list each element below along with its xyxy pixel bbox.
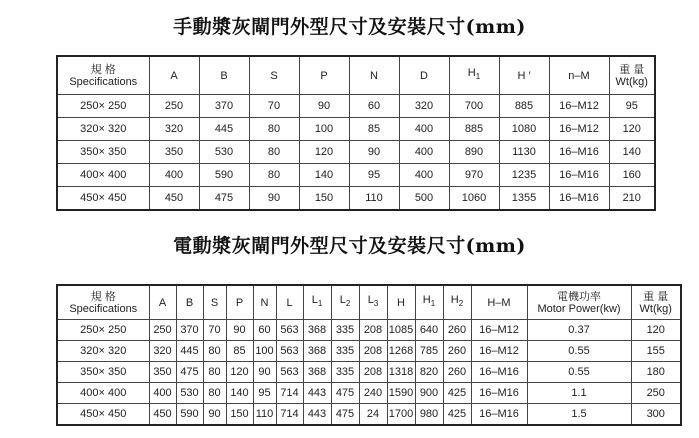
column-header [249,56,299,95]
column-header [349,56,399,95]
value-cell: 120 [631,320,681,341]
spec-cell: 320× 320 [57,341,149,362]
column-header [276,285,303,320]
column-header [299,56,349,95]
header-label: $L_3$ [367,294,379,309]
value-cell: 100 [299,118,349,141]
column-header [415,285,443,320]
value-cell: 120 [609,118,655,141]
column-header [149,56,199,95]
value-cell: 16–M16 [471,383,527,404]
value-cell: 0.37 [527,320,631,341]
table-header-row [57,56,655,95]
value-cell: 350 [149,141,199,164]
table-header-row [57,285,681,320]
value-cell: 443 [303,383,331,404]
header-label: 重 量 [643,290,669,303]
value-cell: 563 [276,341,303,362]
header-subscript: 1 [317,299,323,309]
header-label: $H_1$ [467,67,481,82]
value-cell: 885 [449,118,499,141]
value-cell: 85 [226,341,253,362]
value-cell: 16–M16 [471,404,527,426]
value-cell: 1.5 [527,404,631,426]
header-label: $H_2$ [450,294,464,309]
column-header [57,56,149,95]
value-cell: 90 [203,404,226,426]
column-header [303,285,331,320]
value-cell: 563 [276,362,303,383]
header-label: P [235,296,244,309]
value-cell: 1130 [499,141,549,164]
value-cell: 445 [199,118,249,141]
column-header [359,285,387,320]
value-cell: 320 [399,95,449,118]
value-cell: 210 [609,187,655,211]
value-cell: 400 [149,383,176,404]
value-cell: 450 [149,404,176,426]
value-cell: 445 [176,341,203,362]
column-header [176,285,203,320]
table-row [57,362,681,383]
column-header [449,56,499,95]
value-cell: 335 [331,362,359,383]
column-header [631,285,681,320]
table-row [57,187,655,211]
table-row [57,141,655,164]
value-cell: 260 [443,362,471,383]
column-header [471,285,527,320]
value-cell: 260 [443,320,471,341]
header-label: A [170,69,178,82]
value-cell: 16–M12 [471,320,527,341]
value-cell: 714 [276,383,303,404]
value-cell: 1080 [499,118,549,141]
header-label: P [320,69,328,82]
value-cell: 1085 [387,320,415,341]
value-cell: 350 [149,362,176,383]
value-cell: 95 [349,164,399,187]
header-label: H [397,296,405,309]
value-cell: 400 [399,164,449,187]
value-cell: 110 [253,404,276,426]
value-cell: 250 [631,383,681,404]
value-cell: 90 [253,362,276,383]
value-cell: 80 [203,362,226,383]
spec-cell: 400× 400 [57,383,149,404]
header-label: H–M [487,296,511,309]
value-cell: 475 [176,362,203,383]
table-row [57,341,681,362]
value-cell: 320 [149,118,199,141]
header-label: S [210,296,219,309]
electric-gate-dimension-table [56,284,682,426]
table-row [57,164,655,187]
value-cell: 590 [176,404,203,426]
header-label: n–M [568,69,590,82]
value-cell: 400 [399,118,449,141]
value-cell: 530 [176,383,203,404]
value-cell: 70 [203,320,226,341]
value-cell: 425 [443,383,471,404]
column-header [399,56,449,95]
value-cell: 95 [253,383,276,404]
value-cell: 16–M12 [549,118,609,141]
spec-cell: 350× 350 [57,141,149,164]
value-cell: 16–M16 [549,164,609,187]
value-cell: 1590 [387,383,415,404]
header-sublabel: Wt(kg) [615,75,648,88]
spec-cell: 400× 400 [57,164,149,187]
header-label: 重 量 [619,63,645,76]
value-cell: 368 [303,341,331,362]
value-cell: 24 [359,404,387,426]
spec-cell: 350× 350 [57,362,149,383]
column-header [203,285,226,320]
value-cell: 250 [149,95,199,118]
manual-gate-dimension-table [56,55,656,211]
value-cell: 1060 [449,187,499,211]
value-cell: 700 [449,95,499,118]
value-cell: 425 [443,404,471,426]
header-label: L [286,296,293,309]
value-cell: 240 [359,383,387,404]
value-cell: 208 [359,341,387,362]
table-row [57,383,681,404]
value-cell: 368 [303,362,331,383]
value-cell: 300 [631,404,681,426]
value-cell: 80 [203,341,226,362]
value-cell: 885 [499,95,549,118]
value-cell: 140 [609,141,655,164]
value-cell: 370 [199,95,249,118]
value-cell: 80 [249,141,299,164]
value-cell: 110 [349,187,399,211]
column-header [149,285,176,320]
column-header [499,56,549,95]
value-cell: 500 [399,187,449,211]
column-header [609,56,655,95]
header-sublabel: Specifications [69,302,138,315]
electric-gate-title: 電動漿灰閘門外型尺寸及安裝尺寸(mm) [173,235,526,257]
header-sublabel: Wt(kg) [639,302,672,315]
header-label: B [220,69,228,82]
value-cell: 785 [415,341,443,362]
column-header [253,285,276,320]
value-cell: 85 [349,118,399,141]
value-cell: 80 [249,164,299,187]
value-cell: 16–M16 [549,141,609,164]
header-label: D [420,69,428,82]
header-label: 電機功率 [557,290,601,303]
value-cell: 70 [249,95,299,118]
value-cell: 60 [349,95,399,118]
header-label: N [370,69,378,82]
value-cell: 16–M16 [471,362,527,383]
value-cell: 90 [349,141,399,164]
value-cell: 0.55 [527,341,631,362]
value-cell: 250 [149,320,176,341]
column-header [57,285,149,320]
value-cell: 120 [226,362,253,383]
value-cell: 335 [331,320,359,341]
header-label: $L_1$ [311,294,323,309]
column-header [331,285,359,320]
value-cell: 208 [359,320,387,341]
header-label: 規 格 [90,63,116,76]
value-cell: 80 [203,383,226,404]
value-cell: 260 [443,341,471,362]
table-row [57,95,655,118]
header-label: N [260,296,269,309]
column-header [387,285,415,320]
header-subscript: 1 [475,72,481,82]
value-cell: 140 [226,383,253,404]
header-label: 規 格 [90,290,116,303]
value-cell: 400 [149,164,199,187]
value-cell: 335 [331,341,359,362]
value-cell: 90 [226,320,253,341]
value-cell: 0.55 [527,362,631,383]
value-cell: 95 [609,95,655,118]
value-cell: 60 [253,320,276,341]
value-cell: 890 [449,141,499,164]
value-cell: 980 [415,404,443,426]
value-cell: 16–M16 [549,187,609,211]
table-row [57,320,681,341]
value-cell: 590 [199,164,249,187]
value-cell: 1235 [499,164,549,187]
column-header [527,285,631,320]
value-cell: 120 [299,141,349,164]
header-subscript: 1 [430,299,436,309]
header-subscript: 2 [458,299,464,309]
value-cell: 150 [226,404,253,426]
value-cell: 1.1 [527,383,631,404]
header-label: $H_1$ [422,294,436,309]
value-cell: 970 [449,164,499,187]
spec-cell: 250× 250 [57,95,149,118]
table-row [57,118,655,141]
value-cell: 475 [331,383,359,404]
header-sublabel: Motor Power(kw) [537,302,621,315]
table-row [57,404,681,426]
value-cell: 16–M12 [471,341,527,362]
value-cell: 100 [253,341,276,362]
value-cell: 368 [303,320,331,341]
value-cell: 1268 [387,341,415,362]
value-cell: 90 [249,187,299,211]
value-cell: 475 [331,404,359,426]
column-header [549,56,609,95]
value-cell: 320 [149,341,176,362]
header-sublabel: Specifications [69,75,138,88]
spec-cell: 450× 450 [57,404,149,426]
spec-cell: 450× 450 [57,187,149,211]
value-cell: 90 [299,95,349,118]
value-cell: 1700 [387,404,415,426]
manual-gate-title: 手動漿灰閘門外型尺寸及安裝尺寸(mm) [173,16,526,38]
header-label: A [158,296,167,309]
value-cell: 155 [631,341,681,362]
header-subscript: 3 [373,299,379,309]
value-cell: 180 [631,362,681,383]
spec-cell: 250× 250 [57,320,149,341]
header-label: B [185,296,194,309]
value-cell: 563 [276,320,303,341]
value-cell: 450 [149,187,199,211]
value-cell: 640 [415,320,443,341]
value-cell: 208 [359,362,387,383]
value-cell: 714 [276,404,303,426]
value-cell: 820 [415,362,443,383]
header-subscript: 2 [345,299,351,309]
spec-cell: 320× 320 [57,118,149,141]
value-cell: 443 [303,404,331,426]
value-cell: 400 [399,141,449,164]
value-cell: 370 [176,320,203,341]
header-label: $L_2$ [339,294,351,309]
value-cell: 900 [415,383,443,404]
value-cell: 475 [199,187,249,211]
value-cell: 160 [609,164,655,187]
value-cell: 530 [199,141,249,164]
column-header [199,56,249,95]
header-label: S [270,69,278,82]
value-cell: 150 [299,187,349,211]
value-cell: 140 [299,164,349,187]
value-cell: 1318 [387,362,415,383]
header-label: H ′ [517,69,531,82]
column-header [226,285,253,320]
value-cell: 1355 [499,187,549,211]
value-cell: 80 [249,118,299,141]
column-header [443,285,471,320]
value-cell: 16–M12 [549,95,609,118]
